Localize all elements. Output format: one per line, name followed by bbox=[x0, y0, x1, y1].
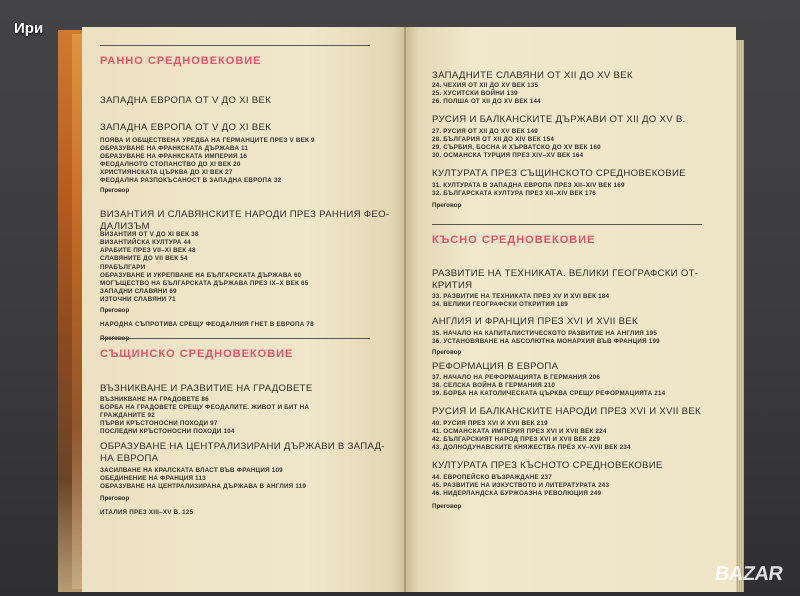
chapter-heading: ЗАПАДНИТЕ СЛАВЯНИ ОТ XII ДО XV ВЕК bbox=[432, 70, 633, 81]
lesson-line: 30. ОСМАНСКА ТУРЦИЯ ПРЕЗ XIV–XV ВЕК 164 bbox=[432, 152, 584, 159]
chapter-heading: РУСИЯ И БАЛКАНСКИТЕ ДЪРЖАВИ ОТ XII ДО XV В. bbox=[432, 114, 686, 125]
lesson-line: 32. БЪЛГАРСКАТА КУЛТУРА ПРЕЗ XII–XIV ВЕК 176 bbox=[432, 190, 596, 197]
lesson-line: 35. НАЧАЛО НА КАПИТАЛИСТИЧЕСКОТО РАЗВИТИЕ НА АНГЛИЯ 195 bbox=[432, 330, 658, 337]
chapter-heading: ЗАПАДНА ЕВРОПА ОТ V ДО XI ВЕК bbox=[100, 122, 272, 133]
lesson-line: СЛАВЯНИТЕ ДО VII ВЕК 54 bbox=[100, 255, 188, 262]
chapter-heading: АНГЛИЯ И ФРАНЦИЯ ПРЕЗ XVI И XVII ВЕК bbox=[432, 316, 638, 327]
lesson-line: 33. РАЗВИТИЕ НА ТЕХНИКАТА ПРЕЗ XV И XVI ВЕК 184 bbox=[432, 293, 610, 300]
lesson-line: ОБЕДИНЕНИЕ НА ФРАНЦИЯ 113 bbox=[100, 475, 206, 482]
lesson-line: 42. БЪЛГАРСКИЯТ НАРОД ПРЕЗ XVI И XVII ВЕК 229 bbox=[432, 436, 601, 443]
lesson-line: 37. НАЧАЛО НА РЕФОРМАЦИЯТА В ГЕРМАНИЯ 206 bbox=[432, 374, 601, 381]
lesson-line: 25. ХУСИТСКИ ВОЙНИ 139 bbox=[432, 90, 518, 97]
chapter-heading: ВИЗАНТИЯ И СЛАВЯНСКИТЕ НАРОДИ ПРЕЗ РАННИЯ ФЕО- bbox=[100, 209, 390, 220]
lesson-line: ОБРАЗУВАНЕ И УКРЕПВАНЕ НА БЪЛГАРСКАТА ДЪРЖАВА 60 bbox=[100, 272, 302, 279]
part-heading: КЪСНО СРЕДНОВЕКОВИЕ bbox=[432, 234, 596, 246]
lesson-line: 34. ВЕЛИКИ ГЕОГРАФСКИ ОТКРИТИЯ 189 bbox=[432, 301, 568, 308]
lesson-line: 39. БОРБА НА КАТОЛИЧЕСКАТА ЦЪРКВА СРЕЩУ РЕФОРМАЦИЯТА 214 bbox=[432, 390, 666, 397]
lesson-line: 36. УСТАНОВЯВАНЕ НА АБСОЛЮТНА МОНАРХИЯ ВЪВ ФРАНЦИЯ 199 bbox=[432, 338, 660, 345]
section-rule bbox=[432, 224, 702, 225]
lesson-line: 40. РУСИЯ ПРЕЗ XVI И XVII ВЕК 219 bbox=[432, 420, 548, 427]
right-page bbox=[406, 27, 736, 592]
review-label: Преговор bbox=[432, 503, 462, 510]
review-label: Преговор bbox=[100, 187, 130, 194]
chapter-heading: КУЛТУРАТА ПРЕЗ КЪСНОТО СРЕДНОВЕКОВИЕ bbox=[432, 460, 663, 471]
lesson-line: ЗАПАДНИ СЛАВЯНИ 69 bbox=[100, 288, 177, 295]
lesson-line: 31. КУЛТУРАТА В ЗАПАДНА ЕВРОПА ПРЕЗ XII–XIV ВЕК 169 bbox=[432, 182, 625, 189]
lesson-line: ИЗТОЧНИ СЛАВЯНИ 71 bbox=[100, 296, 176, 303]
review-label: Преговор bbox=[100, 307, 130, 314]
lesson-line: МОГЪЩЕСТВО НА БЪЛГАРСКАТА ДЪРЖАВА ПРЕЗ IX–X ВЕК 65 bbox=[100, 280, 309, 287]
lesson-line: ПОСЛЕДНИ КРЪСТОНОСНИ ПОХОДИ 104 bbox=[100, 428, 235, 435]
lesson-line: ХРИСТИЯНСКАТА ЦЪРКВА ДО XI ВЕК 27 bbox=[100, 169, 233, 176]
lesson-line: ФЕОДАЛНОТО СТОПАНСТВО ДО XI ВЕК 20 bbox=[100, 161, 241, 168]
lesson-line: ФЕОДАЛНА РАЗПОКЪСАНОСТ В ЗАПАДНА ЕВРОПА 32 bbox=[100, 177, 282, 184]
chapter-heading: НА ЕВРОПА bbox=[100, 453, 159, 464]
lesson-line: ПРАБЪЛГАРИ bbox=[100, 264, 146, 271]
lesson-line: ЗАСИЛВАНЕ НА КРАЛСКАТА ВЛАСТ ВЪВ ФРАНЦИЯ 109 bbox=[100, 467, 283, 474]
lesson-line: 43. ДОЛНОДУНАВСКИТЕ КНЯЖЕСТВА ПРЕЗ XV–XVII ВЕК 234 bbox=[432, 444, 631, 451]
lesson-line: ОБРАЗУВАНЕ НА ФРАНКСКАТА ИМПЕРИЯ 16 bbox=[100, 153, 248, 160]
chapter-heading: КУЛТУРАТА ПРЕЗ СЪЩИНСКОТО СРЕДНОВЕКОВИЕ bbox=[432, 168, 686, 179]
lesson-line: ИТАЛИЯ ПРЕЗ XIII–XV В. 125 bbox=[100, 509, 194, 516]
chapter-heading: ЗАПАДНА ЕВРОПА ОТ V ДО XI ВЕК bbox=[100, 95, 272, 106]
review-label: Преговор bbox=[432, 349, 462, 356]
lesson-line: НАРОДНА СЪПРОТИВА СРЕЩУ ФЕОДАЛНИЯ ГНЕТ В ЕВРОПА 78 bbox=[100, 321, 314, 328]
lesson-line: ПЪРВИ КРЪСТОНОСНИ ПОХОДИ 97 bbox=[100, 420, 218, 427]
chapter-heading: ВЪЗНИКВАНЕ И РАЗВИТИЕ НА ГРАДОВЕТЕ bbox=[100, 383, 313, 394]
seller-badge: Ири bbox=[14, 20, 44, 37]
lesson-line: ВЪЗНИКВАНЕ НА ГРАДОВЕТЕ 86 bbox=[100, 396, 209, 403]
lesson-line: 46. НИДЕРЛАНДСКА БУРЖОАЗНА РЕВОЛЮЦИЯ 249 bbox=[432, 490, 602, 497]
lesson-line: 24. ЧЕХИЯ ОТ XII ДО XV ВЕК 135 bbox=[432, 82, 539, 89]
chapter-heading: ДАЛИЗЪМ bbox=[100, 221, 150, 232]
chapter-heading: РАЗВИТИЕ НА ТЕХНИКАТА. ВЕЛИКИ ГЕОГРАФСКИ ОТ- bbox=[432, 268, 699, 279]
lesson-line: 28. БЪЛГАРИЯ ОТ XII ДО XIV ВЕК 154 bbox=[432, 136, 555, 143]
section-rule bbox=[100, 45, 370, 46]
lesson-line: 45. РАЗВИТИЕ НА ИЗКУСТВОТО И ЛИТЕРАТУРАТА 243 bbox=[432, 482, 610, 489]
lesson-line: 41. ОСМАНСКАТА ИМПЕРИЯ ПРЕЗ XVI И XVII ВЕК 224 bbox=[432, 428, 607, 435]
lesson-line: 38. СЕЛСКА ВОЙНА В ГЕРМАНИЯ 210 bbox=[432, 382, 556, 389]
lesson-line: ГРАЖДАНИТЕ 92 bbox=[100, 412, 155, 419]
lesson-line: АРАБИТЕ ПРЕЗ VII–XI ВЕК 48 bbox=[100, 247, 196, 254]
lesson-line: 26. ПОЛША ОТ XII ДО XV ВЕК 144 bbox=[432, 98, 541, 105]
watermark-logo: BAZAR bbox=[713, 563, 784, 585]
chapter-heading: ОБРАЗУВАНЕ НА ЦЕНТРАЛИЗИРАНИ ДЪРЖАВИ В ЗАПАД- bbox=[100, 441, 385, 452]
lesson-line: ОБРАЗУВАНЕ НА ЦЕНТРАЛИЗИРАНА ДЪРЖАВА В АНГЛИЯ 119 bbox=[100, 483, 307, 490]
chapter-heading: РЕФОРМАЦИЯ В ЕВРОПА bbox=[432, 361, 559, 372]
lesson-line: ПОЯВА И ОБЩЕСТВЕНА УРЕДБА НА ГЕРМАНЦИТЕ ПРЕЗ V ВЕК 9 bbox=[100, 137, 315, 144]
lesson-line: 44. ЕВРОПЕЙСКО ВЪЗРАЖДАНЕ 237 bbox=[432, 474, 552, 481]
chapter-heading: РУСИЯ И БАЛКАНСКИТЕ НАРОДИ ПРЕЗ XVI И XVII ВЕК bbox=[432, 406, 701, 417]
section-rule bbox=[100, 338, 370, 339]
review-label: Преговор bbox=[432, 202, 462, 209]
part-heading: РАННО СРЕДНОВЕКОВИЕ bbox=[100, 55, 262, 67]
left-page bbox=[82, 27, 406, 592]
page-edges bbox=[736, 40, 744, 592]
chapter-heading: КРИТИЯ bbox=[432, 280, 473, 291]
lesson-line: ВИЗАНТИЙСКА КУЛТУРА 44 bbox=[100, 239, 191, 246]
lesson-line: ВИЗАНТИЯ ОТ V ДО XI ВЕК 38 bbox=[100, 231, 199, 238]
part-heading: СЪЩИНСКО СРЕДНОВЕКОВИЕ bbox=[100, 348, 294, 360]
lesson-line: 27. РУСИЯ ОТ XII ДО XV ВЕК 149 bbox=[432, 128, 538, 135]
lesson-line: 29. СЪРБИЯ, БОСНА И ХЪРВАТСКО ДО XV ВЕК 160 bbox=[432, 144, 601, 151]
lesson-line: БОРБА НА ГРАДОВЕТЕ СРЕЩУ ФЕОДАЛИТЕ. ЖИВОТ И БИТ НА bbox=[100, 404, 310, 411]
lesson-line: ОБРАЗУВАНЕ НА ФРАНКСКАТА ДЪРЖАВА 11 bbox=[100, 145, 249, 152]
review-label: Преговор bbox=[100, 495, 130, 502]
